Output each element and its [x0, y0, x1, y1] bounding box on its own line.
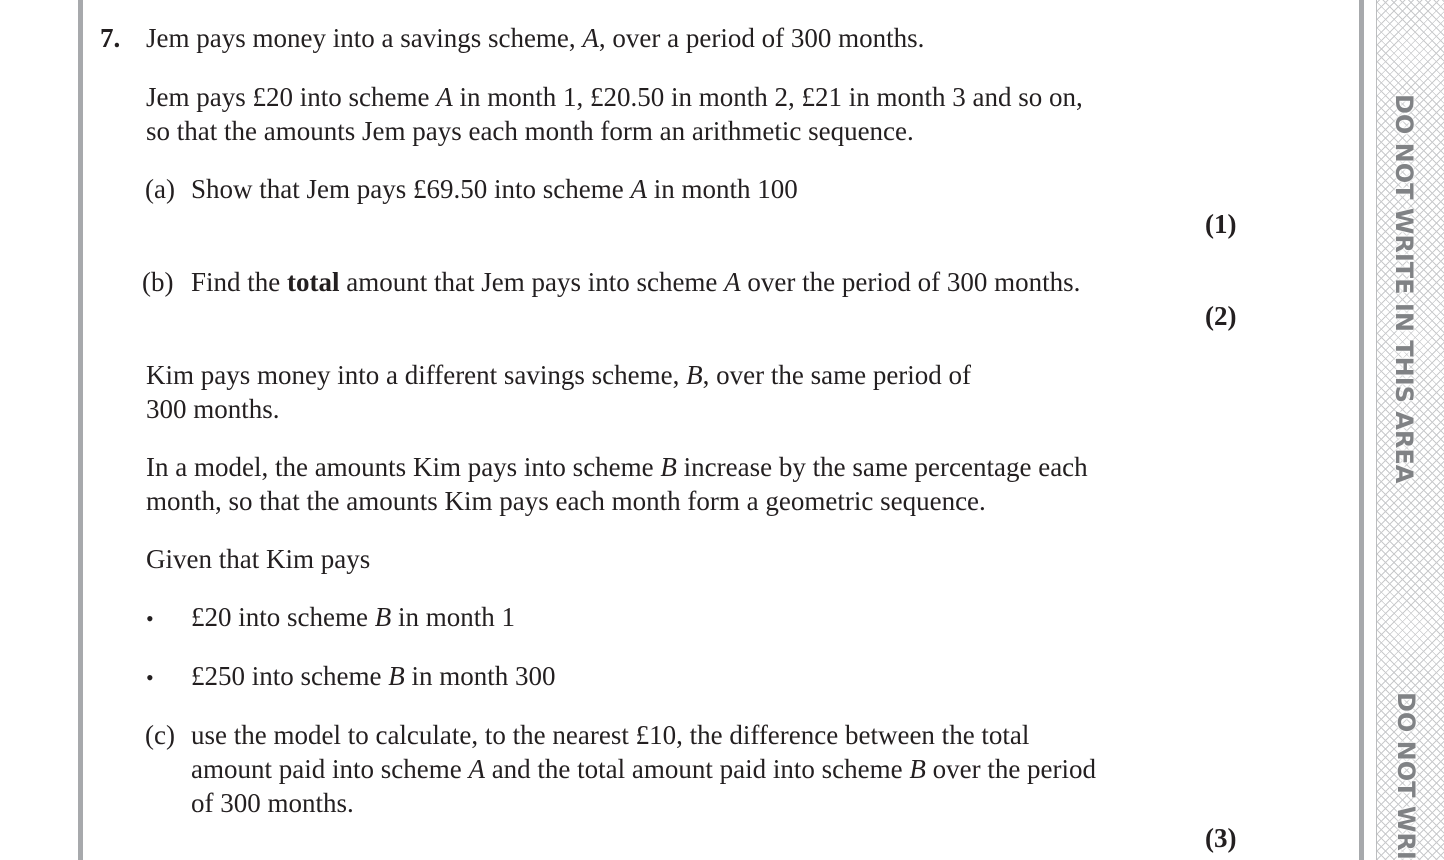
given-text: Given that Kim pays — [146, 544, 371, 574]
jem-paragraph-line-2: so that the amounts Jem pays each month form an arithmetic sequence. — [146, 116, 914, 146]
part-b-label: (b) — [142, 267, 174, 297]
bullet-marker: • — [146, 606, 154, 631]
model-paragraph-line-1: In a model, the amounts Kim pays into scheme B increase by the same percentage each — [146, 452, 1088, 482]
margin-warning-cut: DO NOT WRI — [1392, 692, 1420, 860]
part-b-marks: (2) — [1205, 301, 1237, 331]
bullet-item-2: £250 into scheme B in month 300 — [191, 661, 556, 691]
right-margin-rule — [1359, 0, 1364, 860]
part-a-marks: (1) — [1205, 209, 1237, 239]
margin-strip — [1376, 0, 1444, 860]
part-c-label: (c) — [145, 720, 175, 750]
question-number: 7. — [100, 23, 121, 53]
part-a-text: Show that Jem pays £69.50 into scheme A in month 100 — [191, 174, 798, 204]
part-c-marks: (3) — [1205, 823, 1237, 853]
kim-paragraph-line-1: Kim pays money into a different savings scheme, B, over the same period of — [146, 360, 972, 390]
model-paragraph-line-2: month, so that the amounts Kim pays each month form a geometric sequence. — [146, 486, 986, 516]
part-a-label: (a) — [145, 174, 175, 204]
question-intro: Jem pays money into a savings scheme, A, over a period of 300 months. — [146, 23, 925, 53]
bullet-item-1: £20 into scheme B in month 1 — [191, 602, 515, 632]
part-c-line-3: of 300 months. — [191, 788, 354, 818]
part-c-line-1: use the model to calculate, to the nearest £10, the difference between the total — [191, 720, 1030, 750]
jem-paragraph-line-1: Jem pays £20 into scheme A in month 1, £20.50 in month 2, £21 in month 3 and so on, — [146, 82, 1083, 112]
margin-warning: DO NOT WRITE IN THIS AREA — [1390, 94, 1418, 484]
left-margin-rule — [78, 0, 83, 860]
kim-paragraph-line-2: 300 months. — [146, 394, 280, 424]
part-b-text: Find the total amount that Jem pays into scheme A over the period of 300 months. — [191, 267, 1081, 297]
bullet-marker: • — [146, 665, 154, 690]
part-c-line-2: amount paid into scheme A and the total amount paid into scheme B over the period — [191, 754, 1097, 784]
